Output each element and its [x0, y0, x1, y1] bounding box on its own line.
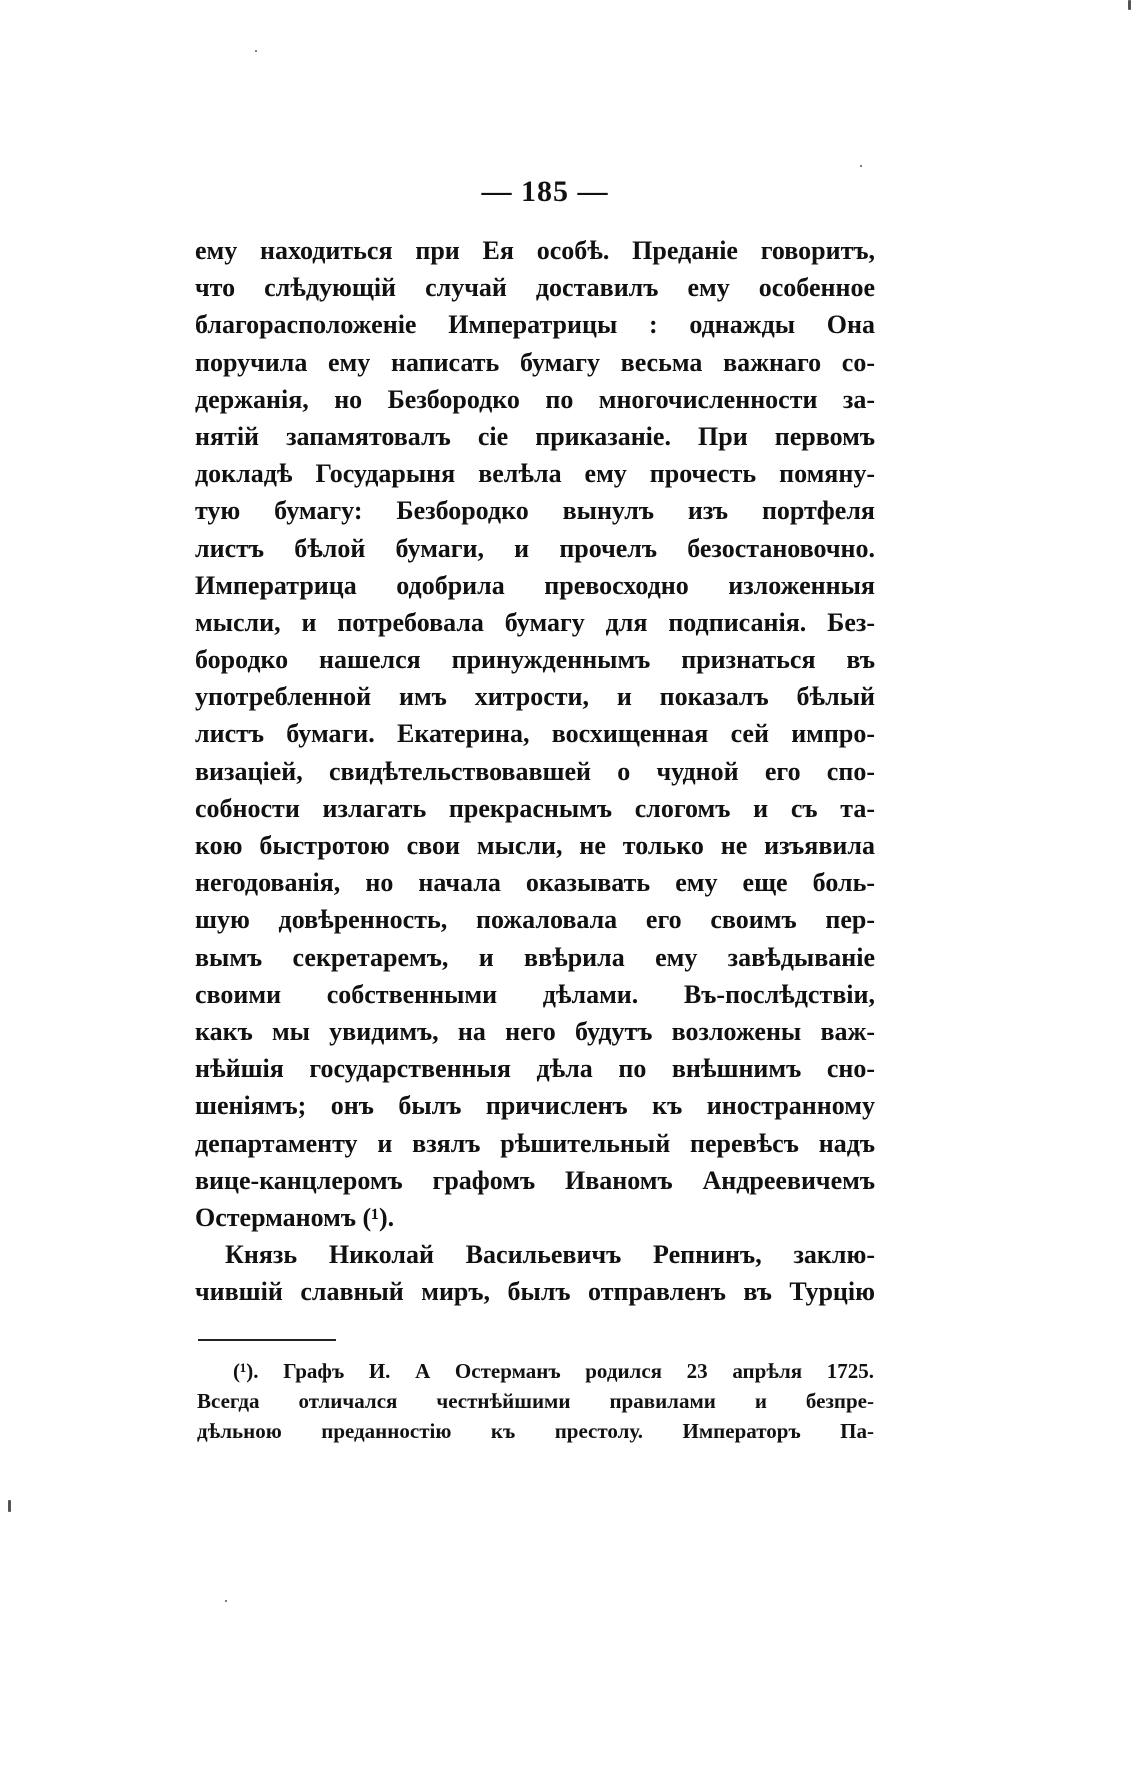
text-line: употребленной имъ хитрости, и показалъ бѣлый [195, 682, 875, 712]
paragraph [195, 232, 875, 1236]
text-line: своими собственными дѣлами. Въ-послѣдствіи, [195, 979, 875, 1009]
text-line: листъ бѣлой бумаги, и прочелъ безостановочно. [195, 533, 875, 563]
text-line: благорасположеніе Императрицы : однажды Она [195, 310, 875, 340]
scan-speck [225, 1600, 227, 1602]
text-line: ему находиться при Ея особѣ. Преданіе говоритъ, [195, 236, 875, 265]
text-line: негодованія, но начала оказывать ему еще боль- [195, 868, 875, 898]
text-line: нятій запамятовалъ сіе приказаніе. При первомъ [195, 421, 875, 451]
text-line: чившій славный миръ, былъ отправленъ въ Турцію [195, 1277, 875, 1307]
footnote-line: дѣльною преданностію къ престолу. Императоръ Па- [197, 1419, 874, 1443]
text-line: шеніямъ; онъ былъ причисленъ къ иностранному [195, 1091, 875, 1121]
paragraph [195, 1236, 875, 1310]
text-line: Императрица одобрила превосходно изложенныя [195, 570, 875, 600]
text-line: тую бумагу: Безбородко вынулъ изъ портфеля [195, 496, 875, 526]
text-line: Остерманомъ (¹). [195, 1202, 395, 1232]
footnote-line: (¹). Графъ И. А Остерманъ родился 23 апрѣля 1725. [233, 1359, 874, 1383]
text-line: поручила ему написать бумагу весьма важнаго со- [195, 347, 875, 377]
scan-speck [1128, 0, 1131, 10]
text-line: нѣйшія государственныя дѣла по внѣшнимъ сно- [195, 1054, 875, 1084]
page-number: — 185 — [481, 175, 609, 208]
text-line: собности излагать прекраснымъ слогомъ и съ та- [195, 793, 875, 823]
text-line: Князь Николай Васильевичъ Репнинъ, заклю- [225, 1240, 875, 1270]
text-line: листъ бумаги. Екатерина, восхищенная сей импро- [195, 719, 875, 749]
scan-speck [255, 50, 257, 52]
text-line: кою быстротою свои мысли, не только не изъявила [195, 831, 875, 860]
text-line: докладѣ Государыня велѣла ему прочесть помяну- [195, 459, 875, 489]
text-line: вымъ секретаремъ, и ввѣрила ему завѣдываніе [195, 942, 875, 972]
footnote-line: Всегда отличался честнѣйшими правилами и безпре- [197, 1389, 874, 1413]
text-line: шую довѣренность, пожаловала его своимъ пер- [195, 905, 875, 935]
scan-speck [860, 165, 862, 167]
body-text [195, 232, 875, 1310]
scan-speck [8, 1500, 11, 1512]
text-line: визаціей, свидѣтельствовавшей о чудной его спо- [195, 756, 875, 786]
footnote-divider [198, 1339, 336, 1341]
text-line: держанія, но Безбородко по многочисленности за- [195, 384, 875, 414]
footnote [197, 1356, 874, 1446]
text-line: мысли, и потребовала бумагу для подписанія. Без- [195, 607, 875, 637]
text-line: что слѣдующій случай доставилъ ему особенное [195, 273, 875, 303]
text-line: вице-канцлеромъ графомъ Иваномъ Андреевичемъ [195, 1165, 875, 1195]
text-line: какъ мы увидимъ, на него будутъ возложены важ- [195, 1016, 875, 1046]
text-line: бородко нашелся принужденнымъ признаться въ [195, 645, 875, 675]
text-line: департаменту и взялъ рѣшительный перевѣсъ надъ [195, 1128, 875, 1158]
